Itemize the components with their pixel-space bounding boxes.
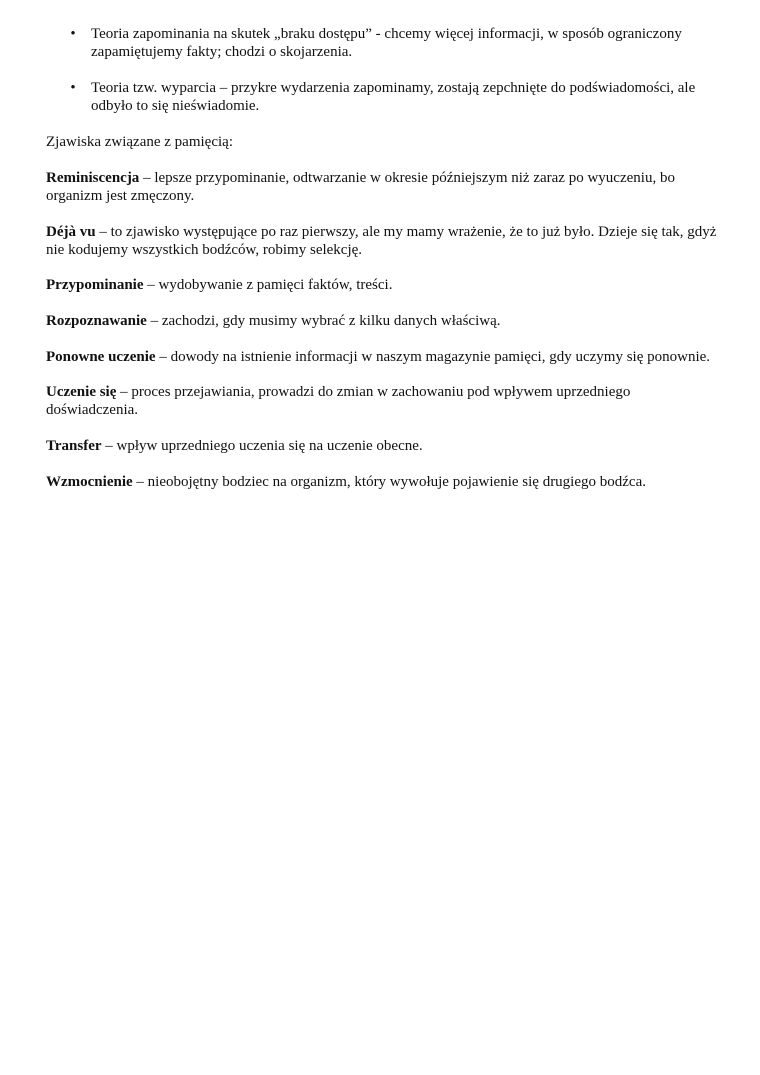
term-name: Déjà vu xyxy=(46,223,96,240)
bullet-icon: • xyxy=(70,26,76,42)
term-paragraph xyxy=(46,223,726,259)
term-paragraph xyxy=(46,383,726,419)
bullet-icon: • xyxy=(70,80,76,96)
term-paragraph xyxy=(46,276,726,294)
list-item-text: Teoria tzw. wyparcia – przykre wydarzenia zapominamy, zostają zepchnięte do podświadomości, ale odbyło to się nieświadomie. xyxy=(91,80,696,114)
term-paragraph xyxy=(46,473,726,491)
term-name: Rozpoznawanie xyxy=(46,313,147,330)
term-definition: – nieobojętny bodziec na organizm, który wywołuje pojawienie się drugiego bodźca. xyxy=(132,473,646,490)
term-name: Przypominanie xyxy=(46,277,144,294)
term-paragraph xyxy=(46,437,726,455)
term-name: Reminiscencja xyxy=(46,170,140,186)
term-name: Transfer xyxy=(46,438,102,455)
theories-list xyxy=(46,25,726,115)
term-definition: – wydobywanie z pamięci faktów, treści. xyxy=(143,277,393,294)
term-definition: – proces przejawiania, prowadzi do zmian w zachowaniu pod wpływem uprzedniego doświadczenia. xyxy=(46,384,631,419)
term-paragraph xyxy=(46,348,726,366)
term-name: Ponowne uczenie xyxy=(46,348,156,365)
document-page xyxy=(46,25,726,509)
term-definition: – dowody na istnienie informacji w naszym magazynie pamięci, gdy uczymy się ponownie. xyxy=(155,348,711,365)
term-definition: – wpływ uprzedniego uczenia się na uczenie obecne. xyxy=(101,438,423,455)
term-name: Uczenie się xyxy=(46,384,117,401)
list-item-text: Teoria zapominania na skutek „braku dostępu” - chcemy więcej informacji, w sposób ograniczony zapamiętujemy fakty; chodzi o skojarzenia. xyxy=(91,26,682,60)
term-paragraph xyxy=(46,169,726,205)
term-definition: – to zjawisko występujące po raz pierwszy, ale my mamy wrażenie, że to już było. Dzieje się tak, gdyż nie kodujemy wszystkich bodźców, robimy selekcję. xyxy=(46,223,717,258)
term-definition: – zachodzi, gdy musimy wybrać z kilku danych właściwą. xyxy=(146,313,501,330)
term-definition: – lepsze przypominanie, odtwarzanie w okresie późniejszym niż zaraz po wyuczeniu, bo organizm jest zmęczony. xyxy=(46,170,675,204)
list-item xyxy=(46,79,726,115)
section-intro: Zjawiska związane z pamięcią: xyxy=(46,134,233,150)
term-name: Wzmocnienie xyxy=(46,473,133,490)
list-item xyxy=(46,25,726,61)
term-paragraph xyxy=(46,312,726,330)
